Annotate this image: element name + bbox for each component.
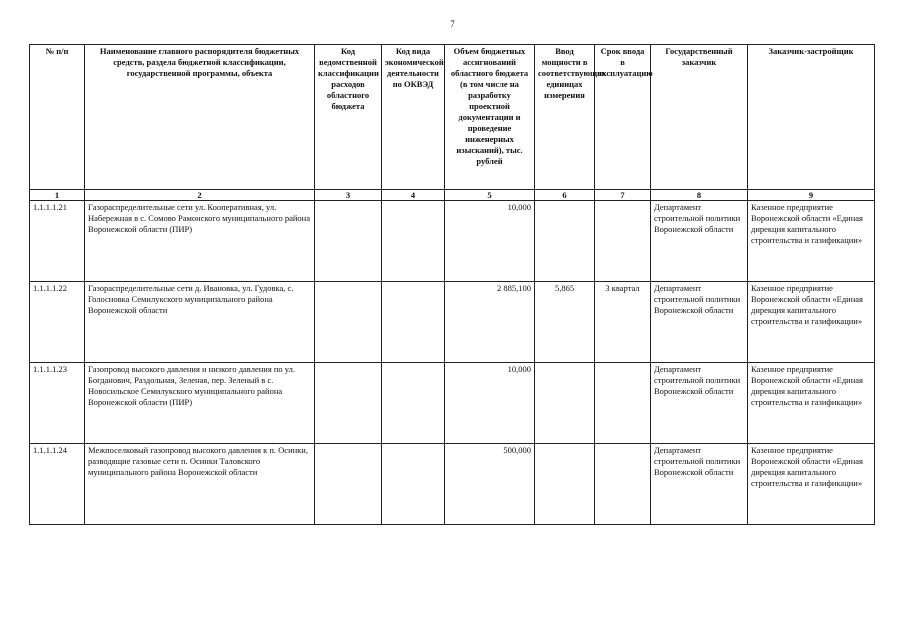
- row-capacity: [535, 363, 595, 444]
- row-term: [595, 363, 651, 444]
- row-department-code: [315, 201, 382, 282]
- row-developer: Казенное предприятие Воронежской области «Единая дирекция капитального строительства и газификации»: [748, 282, 875, 363]
- col-header-developer: Заказчик-застройщик: [748, 45, 875, 190]
- row-object-name: Газораспределительные сети д. Ивановка, ул. Гудовка, с. Голосновка Семилукского муниципального района Воронежской области: [85, 282, 315, 363]
- col-number: 8: [651, 190, 748, 201]
- row-state-customer: Департамент строительной политики Воронежской области: [651, 444, 748, 525]
- row-amount: 10,000: [445, 363, 535, 444]
- row-okved-code: [382, 444, 445, 525]
- col-number: 9: [748, 190, 875, 201]
- col-header-term: Срок ввода в эксплуатацию: [595, 45, 651, 190]
- row-developer: Казенное предприятие Воронежской области «Единая дирекция капитального строительства и газификации»: [748, 201, 875, 282]
- page-number: 7: [450, 19, 455, 29]
- row-id: 1.1.1.1.23: [30, 363, 85, 444]
- row-state-customer: Департамент строительной политики Воронежской области: [651, 363, 748, 444]
- col-number: 7: [595, 190, 651, 201]
- table-row: [30, 363, 875, 444]
- table-row: [30, 201, 875, 282]
- row-amount: 2 885,100: [445, 282, 535, 363]
- row-okved-code: [382, 282, 445, 363]
- row-amount: 500,000: [445, 444, 535, 525]
- col-number: 4: [382, 190, 445, 201]
- row-developer: Казенное предприятие Воронежской области «Единая дирекция капитального строительства и газификации»: [748, 363, 875, 444]
- col-header-state-customer: Государственный заказчик: [651, 45, 748, 190]
- column-number-row: [30, 190, 875, 201]
- row-developer: Казенное предприятие Воронежской области «Единая дирекция капитального строительства и газификации»: [748, 444, 875, 525]
- row-id: 1.1.1.1.24: [30, 444, 85, 525]
- col-number: 3: [315, 190, 382, 201]
- row-term: [595, 201, 651, 282]
- row-id: 1.1.1.1.22: [30, 282, 85, 363]
- row-object-name: Межпоселковый газопровод высокого давления к п. Осинки, разводящие газовые сети п. Осинки Таловского муниципального района Воронежской области: [85, 444, 315, 525]
- row-capacity: [535, 444, 595, 525]
- row-term: [595, 444, 651, 525]
- row-state-customer: Департамент строительной политики Воронежской области: [651, 282, 748, 363]
- col-number: 6: [535, 190, 595, 201]
- table-row: [30, 282, 875, 363]
- row-capacity: [535, 201, 595, 282]
- col-number: 5: [445, 190, 535, 201]
- budget-table: [29, 44, 875, 525]
- row-department-code: [315, 444, 382, 525]
- col-number: 2: [85, 190, 315, 201]
- col-header-name: Наименование главного распорядителя бюджетных средств, раздела бюджетной классификации, государственной программы, объекта: [85, 45, 315, 190]
- row-department-code: [315, 282, 382, 363]
- col-header-amount: Объем бюджетных ассигнований областного бюджета (в том числе на разработку проектной документации и проведение инженерных изысканий), тыс. рублей: [445, 45, 535, 190]
- col-header-number: № п/п: [30, 45, 85, 190]
- row-department-code: [315, 363, 382, 444]
- row-okved-code: [382, 201, 445, 282]
- row-object-name: Газопровод высокого давления и низкого давления по ул. Богданович, Раздольная, Зеленая, пер. Зеленый в с. Новосильское Семилукского муниципального района Воронежской области (ПИР): [85, 363, 315, 444]
- col-number: 1: [30, 190, 85, 201]
- col-header-department-code: Код ведомственной классификации расходов областного бюджета: [315, 45, 382, 190]
- col-header-okved-code: Код вида экономической деятельности по ОКВЭД: [382, 45, 445, 190]
- row-object-name: Газораспределительные сети ул. Кооперативная, ул. Набережная в с. Сомово Рамонского муниципального района Воронежской области (ПИР): [85, 201, 315, 282]
- row-capacity: 5,865: [535, 282, 595, 363]
- col-header-capacity: Ввод мощности в соответствующих единицах измерения: [535, 45, 595, 190]
- header-row: [30, 45, 875, 190]
- row-amount: 10,000: [445, 201, 535, 282]
- row-term: 3 квартал: [595, 282, 651, 363]
- row-okved-code: [382, 363, 445, 444]
- table-row: [30, 444, 875, 525]
- row-id: 1.1.1.1.21: [30, 201, 85, 282]
- row-state-customer: Департамент строительной политики Воронежской области: [651, 201, 748, 282]
